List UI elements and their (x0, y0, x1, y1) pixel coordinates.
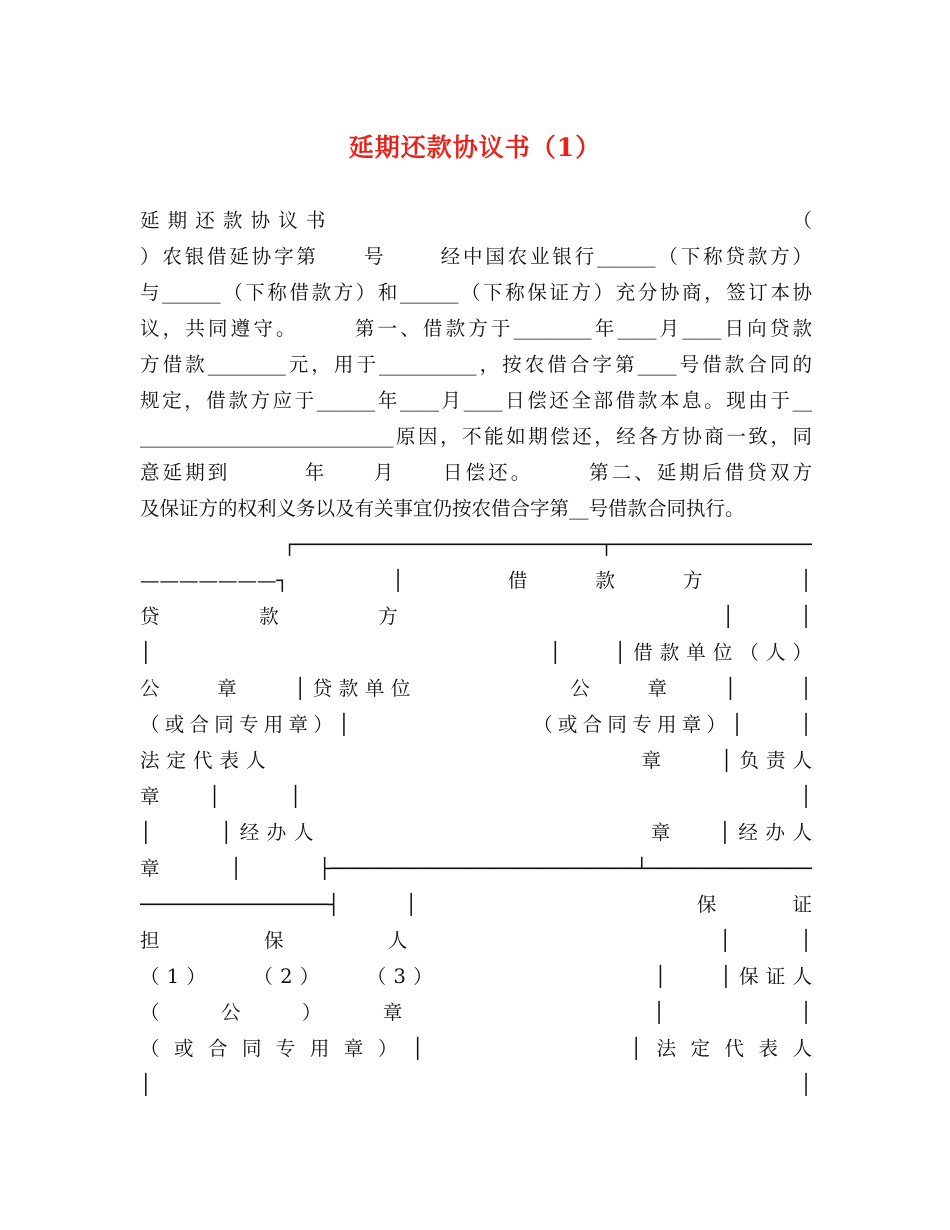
table-line-11: ────────────────┤ │ 保 证 (140, 893, 812, 916)
table-line-14: （ 公 ） 章 │ │ (140, 1001, 812, 1024)
table-line-12: 担 保 人 │ │ (140, 929, 812, 952)
table-line-2: ———————┐ │ 借 款 方 │ (140, 569, 812, 592)
document-title: 延期还款协议书（1） (348, 133, 602, 162)
table-line-10: 章 │ ├──────────────────────────┴────────────── (140, 857, 812, 880)
body-line-9: 及保证方的权利义务以及有关事宜仍按农借合字第__号借款合同执行。 (140, 497, 745, 520)
table-line-15: （或合同专用章）│ │法定代表人 (140, 1037, 812, 1060)
body-line-8: 意延期到 年 月 日偿还。 第二、延期后借贷双方 (140, 461, 812, 484)
table-line-13: （1） （2） （3） │ │保证人 (140, 965, 812, 988)
body-line-2: ）农银借延协字第 号 经中国农业银行______（下称贷款方） (140, 245, 812, 268)
table-line-4: │ │ │借款单位（人） (140, 641, 812, 664)
body-line-6: 规定，借款方应于______年____月____日偿还全部借款本息。现由于__ (140, 389, 812, 412)
body-line-1: 延期还款协议书 （ (140, 209, 812, 232)
table-line-9: │ │经办人 章 │经办人 (140, 821, 812, 844)
table-line-6: （或合同专用章）│ （或合同专用章）│ │ (140, 713, 812, 736)
body-line-7: __________________________原因，不能如期偿还，经各方协商一致，同 (140, 425, 812, 448)
table-line-8: 章 │ │ │ (140, 785, 812, 808)
body-line-3: 与______（下称借款方）和______（下称保证方）充分协商，签订本协 (140, 281, 812, 304)
table-line-1: ┌──────────────────────────┬───────────────── (140, 533, 812, 556)
table-line-5: 公 章 │贷款单位 公 章 │ │ (140, 677, 812, 700)
body-line-4: 议，共同遵守。 第一、借款方于________年____月____日向贷款 (140, 317, 812, 340)
table-line-16: │ │ (140, 1073, 812, 1096)
table-line-3: 贷 款 方 │ │ (140, 605, 812, 628)
table-line-7: 法定代表人 章 │负责人 (140, 749, 812, 772)
document-body (140, 203, 812, 1103)
body-line-5: 方借款________元，用于__________，按农借合字第____号借款合同的 (140, 353, 812, 376)
